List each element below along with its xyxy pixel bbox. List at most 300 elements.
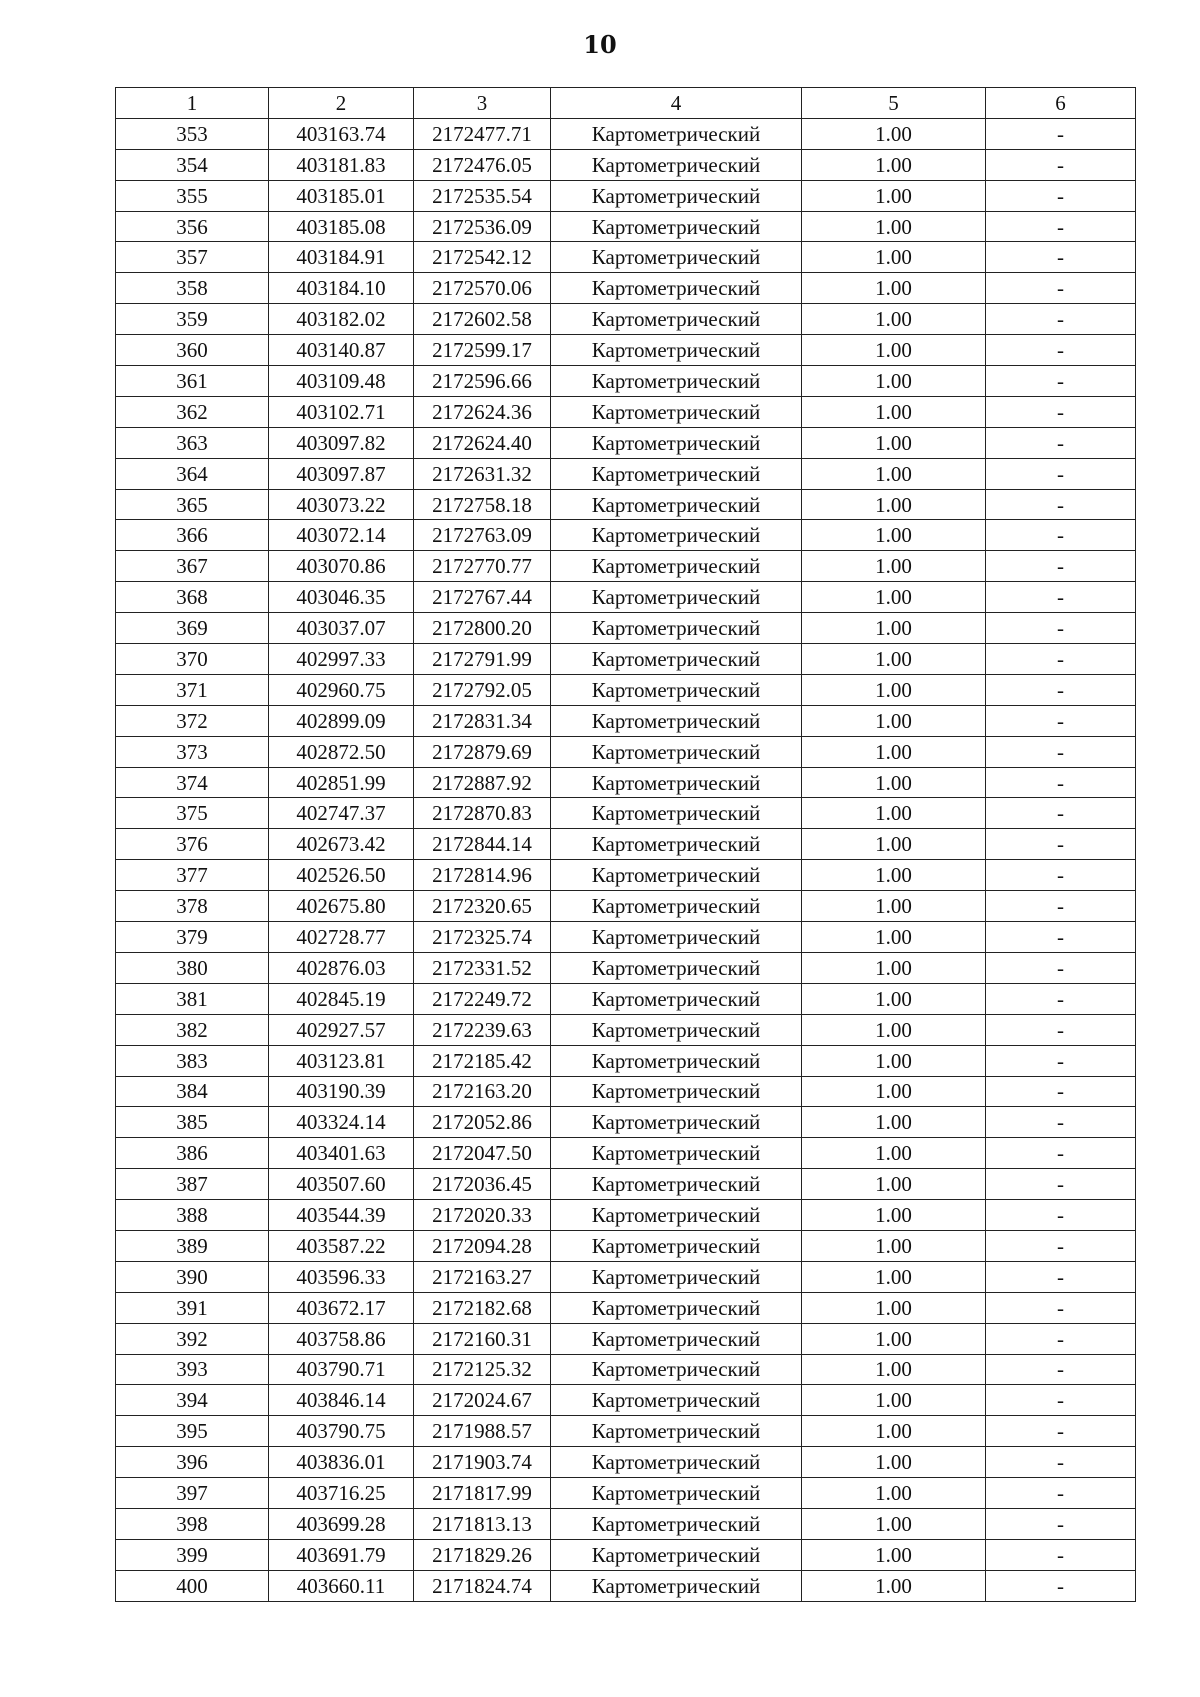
note-cell: - [986, 304, 1136, 335]
point-number-cell: 380 [116, 952, 269, 983]
table-row [116, 1354, 1136, 1385]
precision-cell: 1.00 [802, 396, 986, 427]
note-cell: - [986, 736, 1136, 767]
method-cell: Картометрический [551, 952, 802, 983]
point-number-cell: 379 [116, 922, 269, 953]
y-coordinate-cell: 2172758.18 [414, 489, 551, 520]
y-coordinate-cell: 2172570.06 [414, 273, 551, 304]
x-coordinate-cell: 403097.82 [269, 427, 414, 458]
precision-cell: 1.00 [802, 1292, 986, 1323]
table-row [116, 1261, 1136, 1292]
note-cell: - [986, 705, 1136, 736]
x-coordinate-cell: 403182.02 [269, 304, 414, 335]
method-cell: Картометрический [551, 1385, 802, 1416]
table-row [116, 1200, 1136, 1231]
note-cell: - [986, 1230, 1136, 1261]
precision-cell: 1.00 [802, 1076, 986, 1107]
precision-cell: 1.00 [802, 1508, 986, 1539]
method-cell: Картометрический [551, 1138, 802, 1169]
y-coordinate-cell: 2171903.74 [414, 1447, 551, 1478]
table-row [116, 1045, 1136, 1076]
note-cell: - [986, 1138, 1136, 1169]
method-cell: Картометрический [551, 1045, 802, 1076]
point-number-cell: 375 [116, 798, 269, 829]
precision-cell: 1.00 [802, 1323, 986, 1354]
table-row [116, 149, 1136, 180]
x-coordinate-cell: 402927.57 [269, 1014, 414, 1045]
y-coordinate-cell: 2172325.74 [414, 922, 551, 953]
y-coordinate-cell: 2172249.72 [414, 983, 551, 1014]
point-number-cell: 364 [116, 458, 269, 489]
point-number-cell: 385 [116, 1107, 269, 1138]
method-cell: Картометрический [551, 1200, 802, 1231]
point-number-cell: 354 [116, 149, 269, 180]
precision-cell: 1.00 [802, 489, 986, 520]
point-number-cell: 363 [116, 427, 269, 458]
method-cell: Картометрический [551, 458, 802, 489]
note-cell: - [986, 613, 1136, 644]
table-row [116, 273, 1136, 304]
precision-cell: 1.00 [802, 767, 986, 798]
table-row [116, 1570, 1136, 1601]
note-cell: - [986, 520, 1136, 551]
table-row [116, 582, 1136, 613]
x-coordinate-cell: 403716.25 [269, 1478, 414, 1509]
table-row [116, 489, 1136, 520]
precision-cell: 1.00 [802, 1447, 986, 1478]
y-coordinate-cell: 2171824.74 [414, 1570, 551, 1601]
precision-cell: 1.00 [802, 118, 986, 149]
point-number-cell: 374 [116, 767, 269, 798]
note-cell: - [986, 829, 1136, 860]
point-number-cell: 400 [116, 1570, 269, 1601]
note-cell: - [986, 551, 1136, 582]
method-cell: Картометрический [551, 335, 802, 366]
x-coordinate-cell: 403070.86 [269, 551, 414, 582]
x-coordinate-cell: 403672.17 [269, 1292, 414, 1323]
precision-cell: 1.00 [802, 1200, 986, 1231]
method-cell: Картометрический [551, 551, 802, 582]
y-coordinate-cell: 2172320.65 [414, 891, 551, 922]
y-coordinate-cell: 2172163.20 [414, 1076, 551, 1107]
note-cell: - [986, 273, 1136, 304]
note-cell: - [986, 674, 1136, 705]
x-coordinate-cell: 403691.79 [269, 1539, 414, 1570]
x-coordinate-cell: 403185.01 [269, 180, 414, 211]
method-cell: Картометрический [551, 1416, 802, 1447]
table-row [116, 211, 1136, 242]
x-coordinate-cell: 403190.39 [269, 1076, 414, 1107]
y-coordinate-cell: 2172770.77 [414, 551, 551, 582]
note-cell: - [986, 1107, 1136, 1138]
table-row [116, 304, 1136, 335]
method-cell: Картометрический [551, 1354, 802, 1385]
table-row [116, 1385, 1136, 1416]
y-coordinate-cell: 2172239.63 [414, 1014, 551, 1045]
note-cell: - [986, 798, 1136, 829]
y-coordinate-cell: 2172036.45 [414, 1169, 551, 1200]
method-cell: Картометрический [551, 1261, 802, 1292]
note-cell: - [986, 242, 1136, 273]
note-cell: - [986, 427, 1136, 458]
table-row [116, 1076, 1136, 1107]
method-cell: Картометрический [551, 613, 802, 644]
method-cell: Картометрический [551, 1107, 802, 1138]
x-coordinate-cell: 403699.28 [269, 1508, 414, 1539]
precision-cell: 1.00 [802, 1107, 986, 1138]
y-coordinate-cell: 2172599.17 [414, 335, 551, 366]
y-coordinate-cell: 2172477.71 [414, 118, 551, 149]
precision-cell: 1.00 [802, 551, 986, 582]
method-cell: Картометрический [551, 922, 802, 953]
y-coordinate-cell: 2172596.66 [414, 366, 551, 397]
method-cell: Картометрический [551, 1478, 802, 1509]
precision-cell: 1.00 [802, 798, 986, 829]
point-number-cell: 362 [116, 396, 269, 427]
x-coordinate-cell: 402997.33 [269, 644, 414, 675]
note-cell: - [986, 1076, 1136, 1107]
table-row [116, 613, 1136, 644]
y-coordinate-cell: 2172182.68 [414, 1292, 551, 1323]
y-coordinate-cell: 2171988.57 [414, 1416, 551, 1447]
precision-cell: 1.00 [802, 952, 986, 983]
precision-cell: 1.00 [802, 922, 986, 953]
precision-cell: 1.00 [802, 1385, 986, 1416]
y-coordinate-cell: 2172844.14 [414, 829, 551, 860]
precision-cell: 1.00 [802, 705, 986, 736]
note-cell: - [986, 582, 1136, 613]
precision-cell: 1.00 [802, 520, 986, 551]
y-coordinate-cell: 2172331.52 [414, 952, 551, 983]
note-cell: - [986, 335, 1136, 366]
x-coordinate-cell: 403072.14 [269, 520, 414, 551]
table-row [116, 1478, 1136, 1509]
point-number-cell: 378 [116, 891, 269, 922]
point-number-cell: 370 [116, 644, 269, 675]
x-coordinate-cell: 402876.03 [269, 952, 414, 983]
precision-cell: 1.00 [802, 1539, 986, 1570]
note-cell: - [986, 149, 1136, 180]
method-cell: Картометрический [551, 1323, 802, 1354]
x-coordinate-cell: 403846.14 [269, 1385, 414, 1416]
y-coordinate-cell: 2172542.12 [414, 242, 551, 273]
x-coordinate-cell: 403790.71 [269, 1354, 414, 1385]
point-number-cell: 388 [116, 1200, 269, 1231]
y-coordinate-cell: 2172536.09 [414, 211, 551, 242]
table-row [116, 767, 1136, 798]
method-cell: Картометрический [551, 1570, 802, 1601]
table-row [116, 736, 1136, 767]
x-coordinate-cell: 402526.50 [269, 860, 414, 891]
y-coordinate-cell: 2171817.99 [414, 1478, 551, 1509]
x-coordinate-cell: 402960.75 [269, 674, 414, 705]
table-row [116, 1014, 1136, 1045]
y-coordinate-cell: 2172887.92 [414, 767, 551, 798]
method-cell: Картометрический [551, 1169, 802, 1200]
point-number-cell: 367 [116, 551, 269, 582]
x-coordinate-cell: 403097.87 [269, 458, 414, 489]
note-cell: - [986, 1261, 1136, 1292]
coordinates-table [115, 87, 1136, 1602]
precision-cell: 1.00 [802, 644, 986, 675]
method-cell: Картометрический [551, 273, 802, 304]
method-cell: Картометрический [551, 829, 802, 860]
point-number-cell: 369 [116, 613, 269, 644]
note-cell: - [986, 1014, 1136, 1045]
y-coordinate-cell: 2172814.96 [414, 860, 551, 891]
y-coordinate-cell: 2172800.20 [414, 613, 551, 644]
x-coordinate-cell: 403140.87 [269, 335, 414, 366]
x-coordinate-cell: 403660.11 [269, 1570, 414, 1601]
x-coordinate-cell: 403184.10 [269, 273, 414, 304]
method-cell: Картометрический [551, 1014, 802, 1045]
method-cell: Картометрический [551, 242, 802, 273]
point-number-cell: 361 [116, 366, 269, 397]
note-cell: - [986, 1508, 1136, 1539]
x-coordinate-cell: 403401.63 [269, 1138, 414, 1169]
point-number-cell: 353 [116, 118, 269, 149]
y-coordinate-cell: 2172024.67 [414, 1385, 551, 1416]
y-coordinate-cell: 2172792.05 [414, 674, 551, 705]
method-cell: Картометрический [551, 366, 802, 397]
precision-cell: 1.00 [802, 1169, 986, 1200]
precision-cell: 1.00 [802, 891, 986, 922]
x-coordinate-cell: 403544.39 [269, 1200, 414, 1231]
table-row [116, 1292, 1136, 1323]
precision-cell: 1.00 [802, 1138, 986, 1169]
note-cell: - [986, 211, 1136, 242]
method-cell: Картометрический [551, 1292, 802, 1323]
point-number-cell: 387 [116, 1169, 269, 1200]
precision-cell: 1.00 [802, 1045, 986, 1076]
table-row [116, 644, 1136, 675]
table-row [116, 1169, 1136, 1200]
note-cell: - [986, 1323, 1136, 1354]
point-number-cell: 355 [116, 180, 269, 211]
x-coordinate-cell: 403587.22 [269, 1230, 414, 1261]
method-cell: Картометрический [551, 767, 802, 798]
point-number-cell: 376 [116, 829, 269, 860]
table-row [116, 551, 1136, 582]
x-coordinate-cell: 403184.91 [269, 242, 414, 273]
point-number-cell: 389 [116, 1230, 269, 1261]
y-coordinate-cell: 2172763.09 [414, 520, 551, 551]
note-cell: - [986, 1570, 1136, 1601]
point-number-cell: 393 [116, 1354, 269, 1385]
precision-cell: 1.00 [802, 983, 986, 1014]
x-coordinate-cell: 403836.01 [269, 1447, 414, 1478]
note-cell: - [986, 952, 1136, 983]
method-cell: Картометрический [551, 983, 802, 1014]
y-coordinate-cell: 2172125.32 [414, 1354, 551, 1385]
point-number-cell: 384 [116, 1076, 269, 1107]
table-row [116, 1447, 1136, 1478]
table-row [116, 829, 1136, 860]
table-row [116, 242, 1136, 273]
x-coordinate-cell: 403181.83 [269, 149, 414, 180]
point-number-cell: 390 [116, 1261, 269, 1292]
x-coordinate-cell: 403185.08 [269, 211, 414, 242]
x-coordinate-cell: 402673.42 [269, 829, 414, 860]
table-row [116, 705, 1136, 736]
x-coordinate-cell: 403758.86 [269, 1323, 414, 1354]
point-number-cell: 368 [116, 582, 269, 613]
x-coordinate-cell: 402675.80 [269, 891, 414, 922]
table-row [116, 180, 1136, 211]
precision-cell: 1.00 [802, 211, 986, 242]
x-coordinate-cell: 403109.48 [269, 366, 414, 397]
note-cell: - [986, 983, 1136, 1014]
y-coordinate-cell: 2172602.58 [414, 304, 551, 335]
note-cell: - [986, 1354, 1136, 1385]
table-row [116, 922, 1136, 953]
y-coordinate-cell: 2172535.54 [414, 180, 551, 211]
x-coordinate-cell: 402845.19 [269, 983, 414, 1014]
precision-cell: 1.00 [802, 149, 986, 180]
table-row [116, 674, 1136, 705]
table-row [116, 1508, 1136, 1539]
method-cell: Картометрический [551, 674, 802, 705]
y-coordinate-cell: 2172020.33 [414, 1200, 551, 1231]
point-number-cell: 359 [116, 304, 269, 335]
header-row [116, 88, 1136, 119]
x-coordinate-cell: 403046.35 [269, 582, 414, 613]
method-cell: Картометрический [551, 644, 802, 675]
method-cell: Картометрический [551, 1447, 802, 1478]
table-row [116, 860, 1136, 891]
precision-cell: 1.00 [802, 1416, 986, 1447]
precision-cell: 1.00 [802, 829, 986, 860]
header-cell: 6 [986, 88, 1136, 119]
table-row [116, 520, 1136, 551]
x-coordinate-cell: 403507.60 [269, 1169, 414, 1200]
method-cell: Картометрический [551, 118, 802, 149]
table-row [116, 458, 1136, 489]
point-number-cell: 391 [116, 1292, 269, 1323]
x-coordinate-cell: 403163.74 [269, 118, 414, 149]
x-coordinate-cell: 402872.50 [269, 736, 414, 767]
method-cell: Картометрический [551, 149, 802, 180]
precision-cell: 1.00 [802, 582, 986, 613]
x-coordinate-cell: 403073.22 [269, 489, 414, 520]
note-cell: - [986, 1539, 1136, 1570]
point-number-cell: 358 [116, 273, 269, 304]
precision-cell: 1.00 [802, 1230, 986, 1261]
header-cell: 4 [551, 88, 802, 119]
method-cell: Картометрический [551, 396, 802, 427]
note-cell: - [986, 118, 1136, 149]
y-coordinate-cell: 2172631.32 [414, 458, 551, 489]
y-coordinate-cell: 2172870.83 [414, 798, 551, 829]
precision-cell: 1.00 [802, 1570, 986, 1601]
precision-cell: 1.00 [802, 180, 986, 211]
page-number: 10 [583, 30, 617, 59]
precision-cell: 1.00 [802, 860, 986, 891]
y-coordinate-cell: 2172879.69 [414, 736, 551, 767]
point-number-cell: 398 [116, 1508, 269, 1539]
y-coordinate-cell: 2171829.26 [414, 1539, 551, 1570]
point-number-cell: 395 [116, 1416, 269, 1447]
y-coordinate-cell: 2172831.34 [414, 705, 551, 736]
point-number-cell: 377 [116, 860, 269, 891]
table-row [116, 983, 1136, 1014]
point-number-cell: 397 [116, 1478, 269, 1509]
point-number-cell: 356 [116, 211, 269, 242]
table-row [116, 1230, 1136, 1261]
point-number-cell: 371 [116, 674, 269, 705]
table-row [116, 891, 1136, 922]
precision-cell: 1.00 [802, 427, 986, 458]
note-cell: - [986, 1169, 1136, 1200]
note-cell: - [986, 922, 1136, 953]
precision-cell: 1.00 [802, 613, 986, 644]
precision-cell: 1.00 [802, 1354, 986, 1385]
note-cell: - [986, 396, 1136, 427]
table-row [116, 427, 1136, 458]
x-coordinate-cell: 402899.09 [269, 705, 414, 736]
table-body [116, 118, 1136, 1601]
x-coordinate-cell: 402728.77 [269, 922, 414, 953]
note-cell: - [986, 644, 1136, 675]
y-coordinate-cell: 2172791.99 [414, 644, 551, 675]
precision-cell: 1.00 [802, 273, 986, 304]
y-coordinate-cell: 2172624.36 [414, 396, 551, 427]
point-number-cell: 372 [116, 705, 269, 736]
precision-cell: 1.00 [802, 1014, 986, 1045]
note-cell: - [986, 1292, 1136, 1323]
y-coordinate-cell: 2172047.50 [414, 1138, 551, 1169]
x-coordinate-cell: 402747.37 [269, 798, 414, 829]
method-cell: Картометрический [551, 427, 802, 458]
point-number-cell: 394 [116, 1385, 269, 1416]
table-row [116, 1138, 1136, 1169]
table-row [116, 1107, 1136, 1138]
point-number-cell: 392 [116, 1323, 269, 1354]
table-row [116, 1323, 1136, 1354]
method-cell: Картометрический [551, 891, 802, 922]
note-cell: - [986, 1416, 1136, 1447]
point-number-cell: 373 [116, 736, 269, 767]
point-number-cell: 357 [116, 242, 269, 273]
point-number-cell: 386 [116, 1138, 269, 1169]
precision-cell: 1.00 [802, 736, 986, 767]
header-cell: 1 [116, 88, 269, 119]
y-coordinate-cell: 2172185.42 [414, 1045, 551, 1076]
table-row [116, 335, 1136, 366]
table-row [116, 366, 1136, 397]
precision-cell: 1.00 [802, 242, 986, 273]
precision-cell: 1.00 [802, 674, 986, 705]
precision-cell: 1.00 [802, 304, 986, 335]
point-number-cell: 381 [116, 983, 269, 1014]
method-cell: Картометрический [551, 705, 802, 736]
note-cell: - [986, 860, 1136, 891]
method-cell: Картометрический [551, 489, 802, 520]
table-row [116, 396, 1136, 427]
table-row [116, 1539, 1136, 1570]
table-row [116, 118, 1136, 149]
point-number-cell: 396 [116, 1447, 269, 1478]
method-cell: Картометрический [551, 736, 802, 767]
note-cell: - [986, 180, 1136, 211]
method-cell: Картометрический [551, 180, 802, 211]
point-number-cell: 399 [116, 1539, 269, 1570]
precision-cell: 1.00 [802, 1261, 986, 1292]
precision-cell: 1.00 [802, 366, 986, 397]
method-cell: Картометрический [551, 304, 802, 335]
point-number-cell: 382 [116, 1014, 269, 1045]
x-coordinate-cell: 403037.07 [269, 613, 414, 644]
